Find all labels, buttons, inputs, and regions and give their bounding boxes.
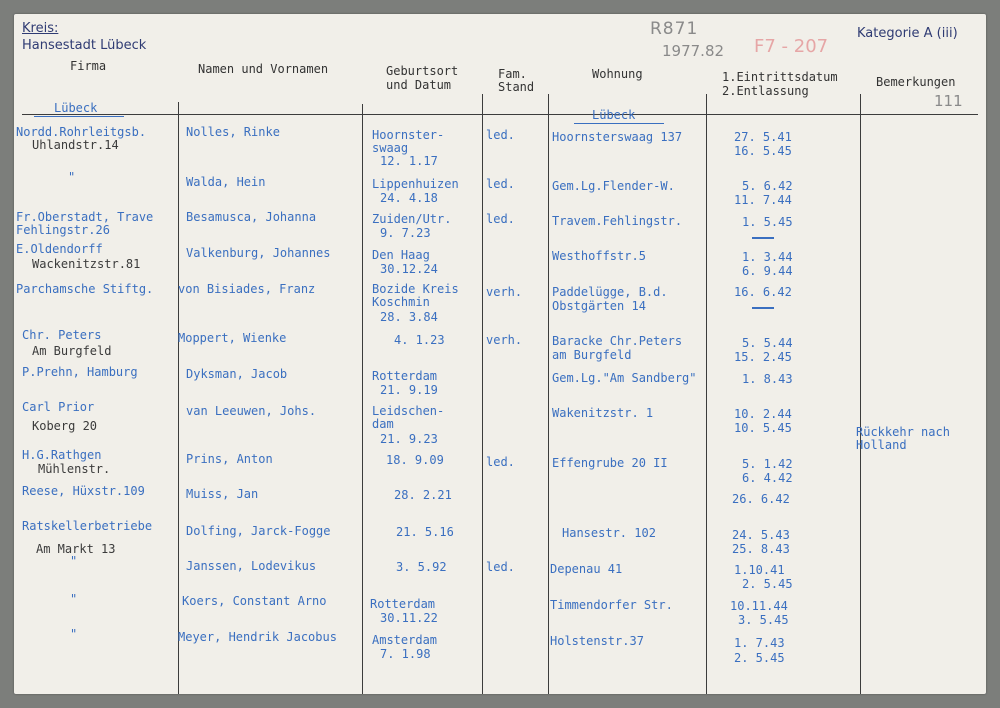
row-firma: Parchamsche Stiftg. [16,282,154,296]
row-geburt-date: 24. 4.18 [380,191,438,205]
row-date-2: 6. 4.42 [742,471,793,485]
row-fam: led. [486,212,515,226]
row-geburt-date: 9. 7.23 [380,226,431,240]
col-namen: Namen und Vornamen [198,62,329,76]
row-geburt: Lippenhuizen [372,177,459,191]
red-note: F7 - 207 [754,36,829,57]
col-wohnung: Wohnung [592,67,643,81]
row-wohnung: Paddelügge, B.d. [552,285,668,299]
col-geburt-2: und Datum [386,78,452,92]
row-fam: verh. [486,285,523,299]
row-fam: led. [486,455,515,469]
row-date-1: 26. 6.42 [732,492,790,506]
row-wohnung: Gem.Lg."Am Sandberg" [552,371,697,385]
row-firma-addr: Uhlandstr.14 [32,138,119,152]
row-geburt-date: 30.11.22 [380,611,438,625]
row-geburt: Zuiden/Utr. [372,212,452,226]
row-geburt-date: 12. 1.17 [380,154,438,168]
row-name: Meyer, Hendrik Jacobus [178,630,337,644]
column-divider [362,104,363,694]
stamp-underline [34,116,124,117]
header-rule [22,114,978,115]
row-fam: led. [486,560,515,574]
row-date-2: 25. 8.43 [732,542,790,556]
row-wohnung: Gem.Lg.Flender-W. [552,179,675,193]
row-firma: Reese, Hüxstr.109 [22,484,145,498]
row-date-1: 1. 3.44 [742,250,793,264]
row-fam: led. [486,128,515,142]
row-wohnung: Hoornsterswaag 137 [552,130,683,144]
row-firma-addr: Mühlenstr. [38,462,111,476]
row-firma: " [68,170,76,184]
column-divider [178,102,179,694]
date-dash [752,237,774,239]
row-geburt-date: 3. 5.92 [396,560,447,574]
row-name: Besamusca, Johanna [186,210,317,224]
row-geburt: Koschmin [372,295,430,309]
row-geburt-date: 4. 1.23 [394,333,445,347]
pencil-sub: 1977.82 [662,42,725,60]
row-name: Nolles, Rinke [186,125,280,139]
column-divider [706,94,707,694]
pencil-code: R871 [650,19,699,39]
row-wohnung: Travem.Fehlingstr. [552,214,683,228]
row-date-2: 10. 5.45 [734,421,792,435]
row-wohnung: Obstgärten 14 [552,299,646,313]
firma-city-stamp: Lübeck [54,101,98,115]
row-geburt: Rotterdam [372,369,438,383]
row-geburt: swaag [372,141,409,155]
registration-card [14,14,986,694]
row-name: Dolfing, Jarck-Fogge [186,524,331,538]
row-date-1: 27. 5.41 [734,130,792,144]
row-name: Valkenburg, Johannes [186,246,331,260]
row-firma: Chr. Peters [22,328,102,342]
row-firma-addr: Am Burgfeld [32,344,112,358]
row-name: Muiss, Jan [186,487,259,501]
col-bemerkungen: Bemerkungen [876,75,956,89]
kreis-label: Kreis: [22,21,59,36]
row-firma: " [70,627,78,641]
row-wohnung: Timmendorfer Str. [550,598,673,612]
row-geburt-date: 21. 9.19 [380,383,438,397]
row-geburt-date: 28. 3.84 [380,310,438,324]
col-firma: Firma [70,59,107,73]
row-firma-addr: Fehlingstr.26 [16,223,110,237]
row-remark: Rückkehr nach [856,425,950,439]
corner-mark: 111 [934,92,963,110]
row-firma: P.Prehn, Hamburg [22,365,138,379]
row-name: Dyksman, Jacob [186,367,288,381]
row-name: Walda, Hein [186,175,266,189]
row-name: Koers, Constant Arno [182,594,327,608]
row-firma: Nordd.Rohrleitgsb. [16,125,147,139]
row-wohnung: Wakenitzstr. 1 [552,406,654,420]
row-wohnung: Holstenstr.37 [550,634,644,648]
row-geburt: Den Haag [372,248,430,262]
row-date-1: 10.11.44 [730,599,788,613]
row-wohnung: Depenau 41 [550,562,623,576]
row-geburt-date: 28. 2.21 [394,488,452,502]
row-geburt: Rotterdam [370,597,436,611]
row-firma-addr: Wackenitzstr.81 [32,257,141,271]
col-dates-1: 1.Eintrittsdatum [722,70,838,84]
date-dash [752,307,774,309]
row-wohnung: Baracke Chr.Peters [552,334,683,348]
row-date-1: 5. 1.42 [742,457,793,471]
row-firma: Carl Prior [22,400,95,414]
row-geburt: Leidschen- [372,404,445,418]
row-geburt-date: 30.12.24 [380,262,438,276]
row-geburt: Amsterdam [372,633,438,647]
row-firma: Fr.Oberstadt, Trave [16,210,154,224]
col-fam-1: Fam. [498,67,527,81]
row-date-1: 10. 2.44 [734,407,792,421]
row-date-2: 11. 7.44 [734,193,792,207]
row-geburt-date: 7. 1.98 [380,647,431,661]
row-name: Moppert, Wienke [178,331,287,345]
row-wohnung: am Burgfeld [552,348,632,362]
row-name: von Bisiades, Franz [178,282,316,296]
stamp-underline [574,123,664,124]
row-wohnung: Effengrube 20 II [552,456,668,470]
row-date-2: 2. 5.45 [742,577,793,591]
kategorie-label: Kategorie A (iii) [857,26,958,41]
row-date-1: 1.10.41 [734,563,785,577]
row-wohnung: Westhoffstr.5 [552,249,646,263]
row-date-2: 6. 9.44 [742,264,793,278]
row-geburt: Hoornster- [372,128,445,142]
row-firma: " [70,592,78,606]
col-geburt-1: Geburtsort [386,64,459,78]
row-firma: E.Oldendorff [16,242,103,256]
col-fam-2: Stand [498,80,535,94]
column-divider [482,94,483,694]
row-date-1: 16. 6.42 [734,285,792,299]
row-fam: led. [486,177,515,191]
row-firma: H.G.Rathgen [22,448,102,462]
column-divider [548,94,549,694]
row-geburt: dam [372,417,394,431]
row-wohnung: Hansestr. 102 [562,526,656,540]
row-date-1: 5. 5.44 [742,336,793,350]
row-name: Janssen, Lodevikus [186,559,317,573]
row-geburt: Bozide Kreis [372,282,459,296]
row-date-2: 16. 5.45 [734,144,792,158]
row-firma: Ratskellerbetriebe [22,519,153,533]
row-date-1: 1. 7.43 [734,636,785,650]
row-date-1: 1. 8.43 [742,372,793,386]
row-name: Prins, Anton [186,452,273,466]
row-date-1: 24. 5.43 [732,528,790,542]
kreis-value: Hansestadt Lübeck [22,38,147,53]
row-geburt-date: 21. 5.16 [396,525,454,539]
column-divider [860,94,861,694]
row-name: van Leeuwen, Johs. [186,404,317,418]
row-date-2: 15. 2.45 [734,350,792,364]
row-fam: verh. [486,333,523,347]
row-firma-addr: Am Markt 13 [36,542,116,556]
row-date-1: 5. 6.42 [742,179,793,193]
row-geburt-date: 18. 9.09 [386,453,444,467]
col-dates-2: 2.Entlassung [722,84,809,98]
row-remark: Holland [856,438,907,452]
row-firma-addr: Koberg 20 [32,419,98,433]
wohnung-city-stamp: Lübeck [592,108,636,122]
row-date-1: 1. 5.45 [742,215,793,229]
row-date-2: 2. 5.45 [734,651,785,665]
row-date-2: 3. 5.45 [738,613,789,627]
row-geburt-date: 21. 9.23 [380,432,438,446]
row-firma: " [70,554,78,568]
